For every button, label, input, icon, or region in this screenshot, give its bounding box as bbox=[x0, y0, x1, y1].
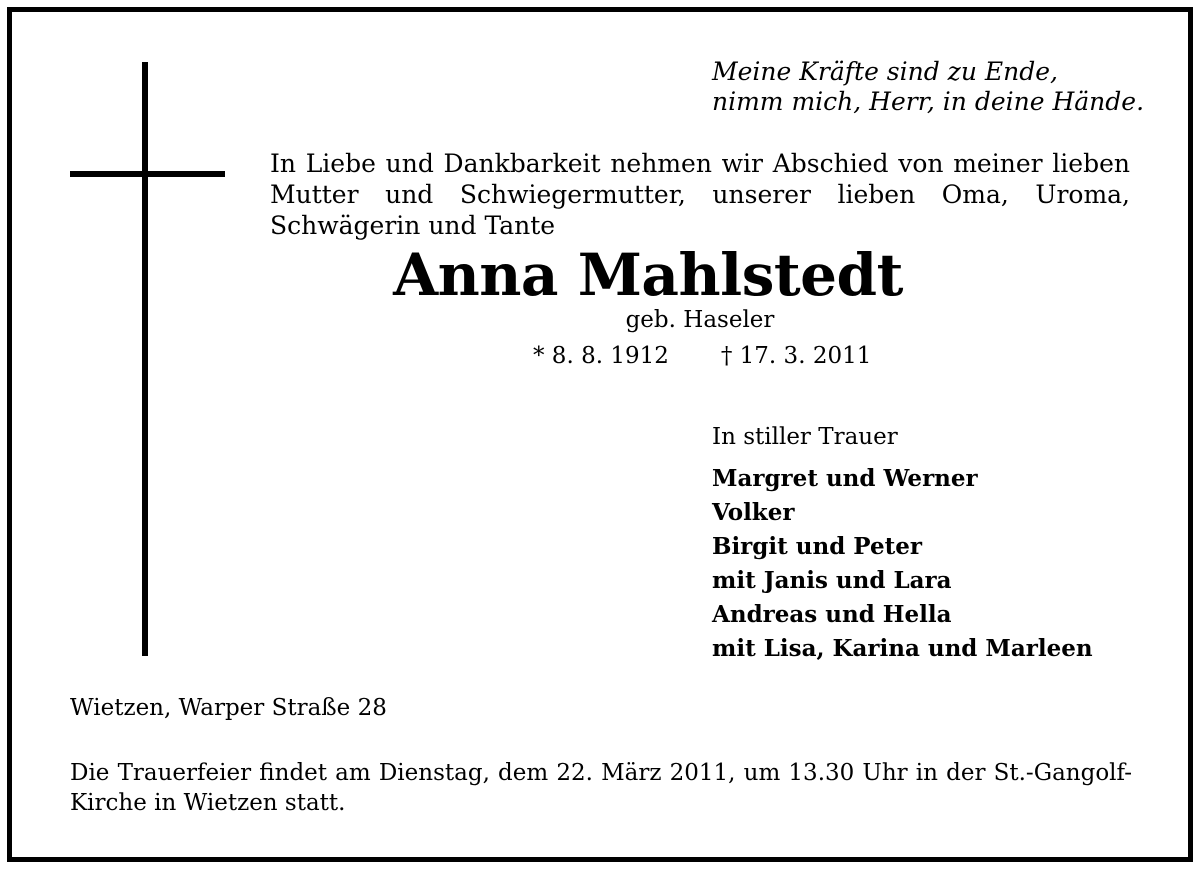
address: Wietzen, Warper Straße 28 bbox=[70, 695, 387, 721]
maiden-name: geb. Haseler bbox=[625, 307, 775, 333]
mourner-entry: mit Janis und Lara bbox=[712, 567, 952, 594]
death-date: † 17. 3. 2011 bbox=[720, 343, 872, 369]
mourner-entry: Volker bbox=[712, 499, 795, 526]
life-dates bbox=[533, 342, 871, 370]
mourners-list bbox=[712, 462, 1093, 666]
motto-line: nimm mich, Herr, in deine Hände. bbox=[712, 87, 1145, 116]
intro-text: In Liebe und Dankbarkeit nehmen wir Abschied von meiner lieben Mutter und Schwiegermutter, unserer lieben Oma, Uroma, Schwägerin und Tante bbox=[270, 149, 1130, 240]
motto-line: Meine Kräfte sind zu Ende, bbox=[712, 57, 1058, 86]
deceased-name: Anna Mahlstedt bbox=[393, 241, 903, 309]
cross-crossbar bbox=[70, 171, 225, 177]
ceremony-notice: Die Trauerfeier findet am Dienstag, dem 22. März 2011, um 13.30 Uhr in der St.-Gangolf-Kirche in Wietzen statt. bbox=[70, 760, 1132, 816]
mourner-entry: Birgit und Peter bbox=[712, 533, 922, 560]
cross-icon bbox=[142, 62, 148, 656]
obituary-frame bbox=[7, 7, 1193, 862]
mourning-label: In stiller Trauer bbox=[712, 424, 898, 450]
motto-verse bbox=[712, 57, 1144, 117]
mourner-entry: Margret und Werner bbox=[712, 465, 978, 492]
birth-date: * 8. 8. 1912 bbox=[533, 343, 669, 369]
mourner-entry: Andreas und Hella bbox=[712, 601, 952, 628]
mourner-entry: mit Lisa, Karina und Marleen bbox=[712, 635, 1093, 662]
